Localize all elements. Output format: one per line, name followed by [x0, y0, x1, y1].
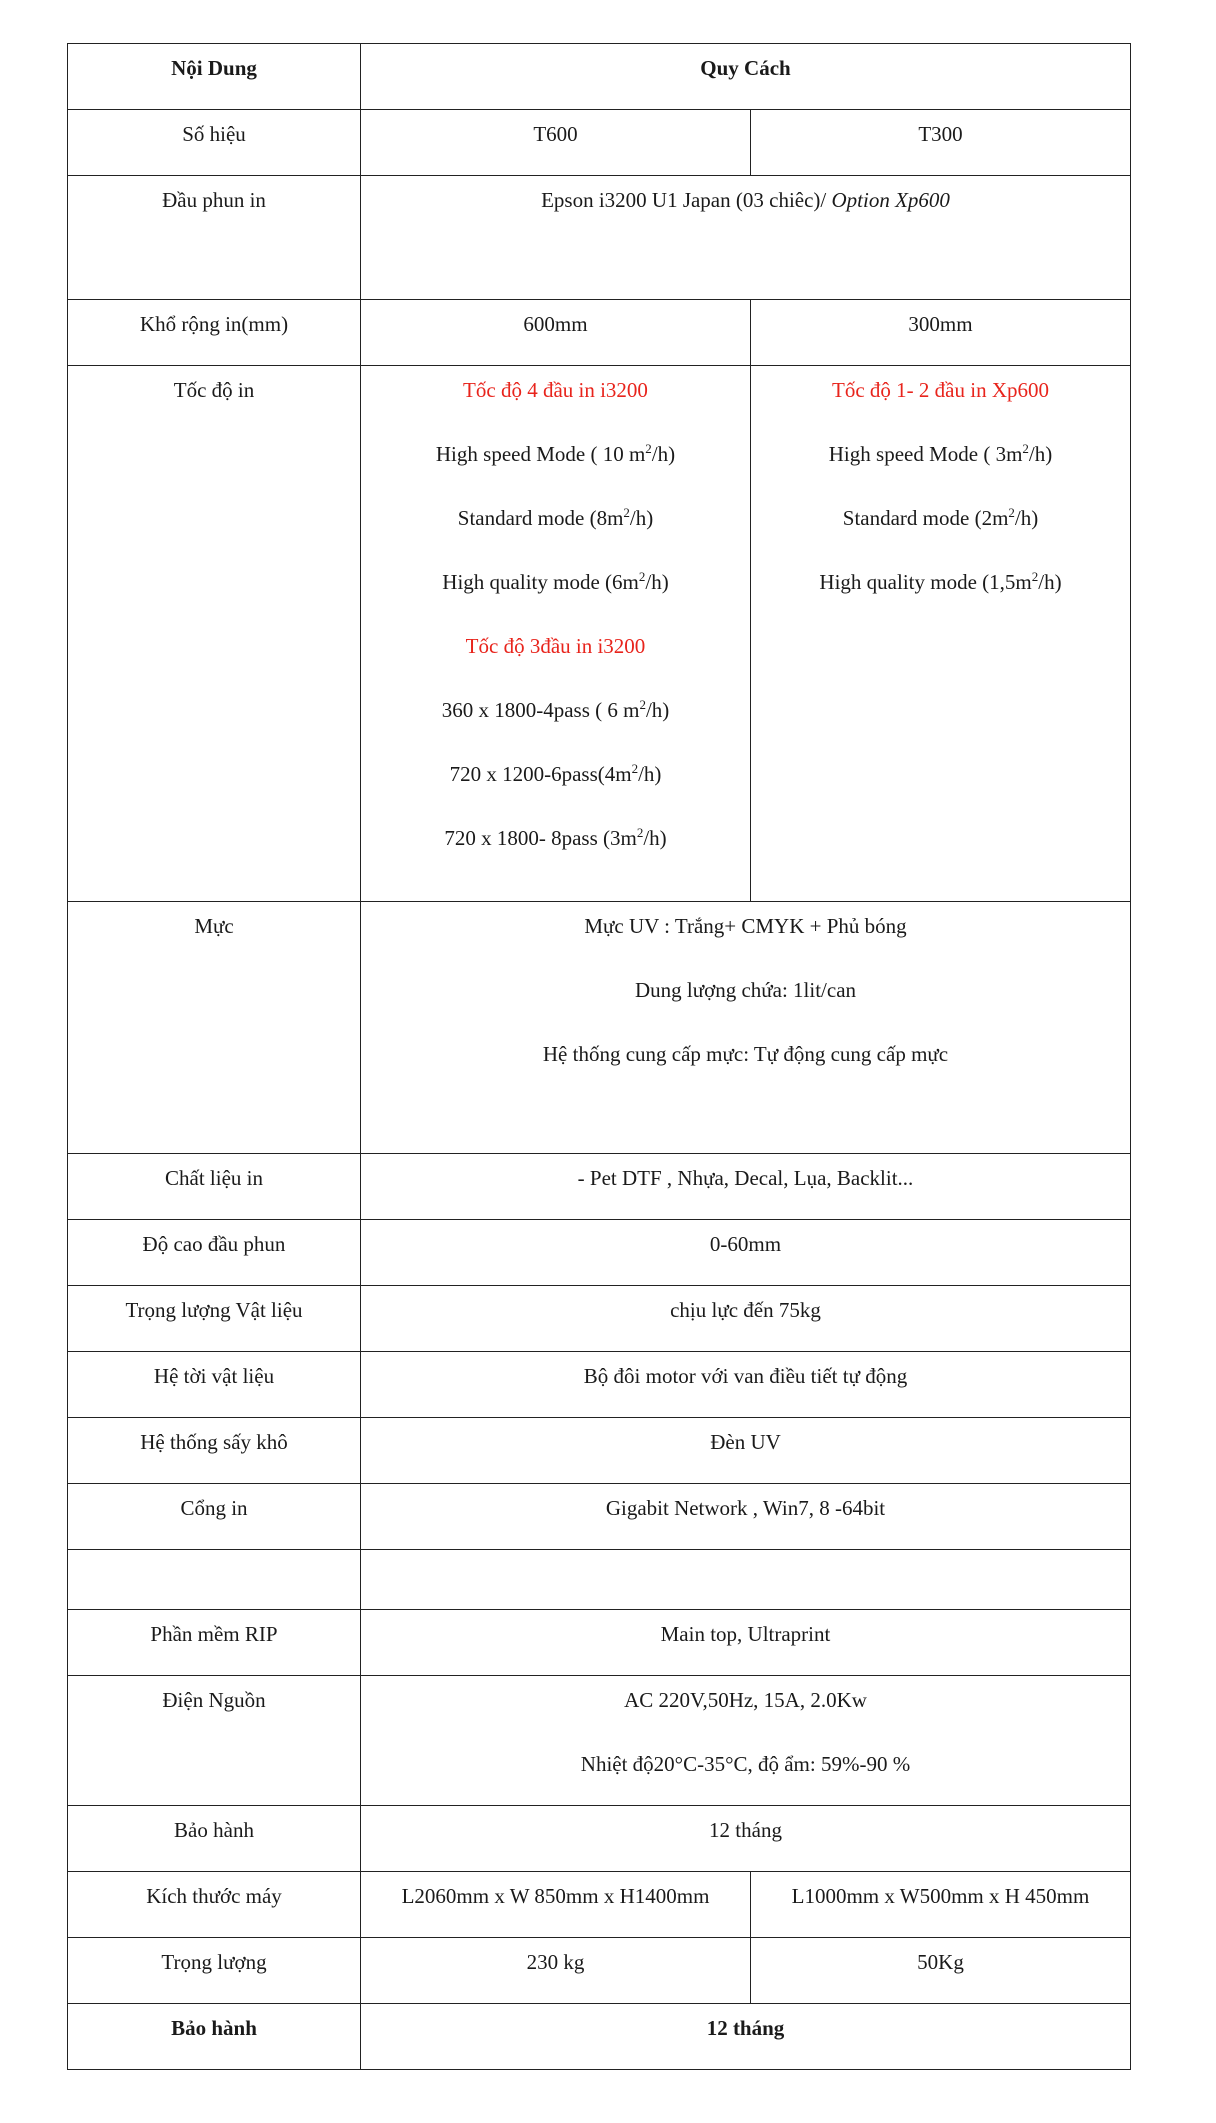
model-label: Số hiệu [68, 110, 361, 176]
model-b: T300 [751, 110, 1131, 176]
speed-b [751, 366, 1131, 902]
row-width [68, 300, 1131, 366]
speed-a-title2: Tốc độ 3đầu in i3200 [465, 634, 646, 658]
header-row [68, 44, 1131, 110]
material-value: - Pet DTF , Nhựa, Decal, Lụa, Backlit... [361, 1154, 1131, 1220]
ink-value [361, 902, 1131, 1154]
dryer-label: Hệ thống sấy khô [68, 1418, 361, 1484]
empty-value [361, 1550, 1131, 1610]
weight-label: Trọng lượng [68, 1938, 361, 2004]
head-value-main: Epson i3200 U1 Japan (03 chiêc)/ [541, 188, 832, 212]
row-material [68, 1154, 1131, 1220]
width-a: 600mm [361, 300, 751, 366]
warranty2-label: Bảo hành [68, 2004, 361, 2070]
rip-value: Main top, Ultraprint [361, 1610, 1131, 1676]
speed-b-title1: Tốc độ 1- 2 đầu in Xp600 [832, 378, 1049, 402]
row-port [68, 1484, 1131, 1550]
port-value: Gigabit Network , Win7, 8 -64bit [361, 1484, 1131, 1550]
row-power [68, 1676, 1131, 1806]
weight-mat-label: Trọng lượng Vật liệu [68, 1286, 361, 1352]
size-b: L1000mm x W500mm x H 450mm [751, 1872, 1131, 1938]
power-value [361, 1676, 1131, 1806]
ink-line2: Dung lượng chứa: 1lit/can [634, 978, 857, 1002]
warranty-value: 12 tháng [361, 1806, 1131, 1872]
speed-a-line4: 360 x 1800-4pass ( 6 $m^2/h$) [441, 697, 670, 722]
header-content: Nội Dung [68, 44, 361, 110]
head-value [361, 176, 1131, 300]
dryer-value: Đèn UV [361, 1418, 1131, 1484]
warranty2-value: 12 tháng [361, 2004, 1131, 2070]
row-warranty-final [68, 2004, 1131, 2070]
speed-a-line3: High quality mode $(6m^2/h)$ [442, 569, 669, 594]
head-option: Option Xp600 [831, 188, 950, 212]
power-label: Điện Nguồn [68, 1676, 361, 1806]
row-model [68, 110, 1131, 176]
row-warranty [68, 1806, 1131, 1872]
speed-label: Tốc độ in [68, 366, 361, 902]
speed-a-title1: Tốc độ 4 đầu in i3200 [463, 378, 648, 402]
port-label: Cổng in [68, 1484, 361, 1550]
row-size [68, 1872, 1131, 1938]
speed-a-line6: 720 x 1800- 8pass $(3m^2/h)$ [444, 825, 667, 850]
material-label: Chất liệu in [68, 1154, 361, 1220]
head-label: Đầu phun in [68, 176, 361, 300]
weight-a: 230 kg [361, 1938, 751, 2004]
speed-b-line1: High speed Mode ( $3m^2/h$) [828, 441, 1053, 466]
size-label: Kích thước máy [68, 1872, 361, 1938]
size-a: L2060mm x W 850mm x H1400mm [361, 1872, 751, 1938]
empty-label [68, 1550, 361, 1610]
row-weight [68, 1938, 1131, 2004]
row-empty [68, 1550, 1131, 1610]
row-speed [68, 366, 1131, 902]
ink-line1: Mực UV : Trắng+ CMYK + Phủ bóng [584, 914, 907, 938]
header-spec: Quy Cách [361, 44, 1131, 110]
weight-mat-value: chịu lực đến 75kg [361, 1286, 1131, 1352]
model-a: T600 [361, 110, 751, 176]
row-height [68, 1220, 1131, 1286]
power-line1: AC 220V,50Hz, 15A, 2.0Kw [624, 1688, 867, 1712]
winder-value: Bộ đôi motor với van điều tiết tự động [361, 1352, 1131, 1418]
warranty-label: Bảo hành [68, 1806, 361, 1872]
speed-b-line3: High quality mode $(1,5m^2/h)$ [819, 569, 1062, 594]
row-head [68, 176, 1131, 300]
speed-a-line5: 720 x $1200-6pass(4m^2/h)$ [449, 761, 662, 786]
row-weight-material [68, 1286, 1131, 1352]
ink-line3: Hệ thống cung cấp mực: Tự động cung cấp mực [542, 1042, 949, 1066]
height-label: Độ cao đầu phun [68, 1220, 361, 1286]
weight-b: 50Kg [751, 1938, 1131, 2004]
ink-label: Mực [68, 902, 361, 1154]
row-rip [68, 1610, 1131, 1676]
speed-b-line2: Standard mode $(2m^2/h)$ [842, 505, 1039, 530]
winder-label: Hệ tời vật liệu [68, 1352, 361, 1418]
speed-a-line2: Standard mode $(8m^2/h)$ [457, 505, 654, 530]
row-dryer [68, 1418, 1131, 1484]
spec-table [67, 43, 1131, 2070]
width-label: Khổ rộng in(mm) [68, 300, 361, 366]
rip-label: Phần mềm RIP [68, 1610, 361, 1676]
width-b: 300mm [751, 300, 1131, 366]
height-value: 0-60mm [361, 1220, 1131, 1286]
speed-a [361, 366, 751, 902]
row-winder [68, 1352, 1131, 1418]
speed-a-line1: High speed Mode ( 10 $m^2/h$) [435, 441, 676, 466]
row-ink [68, 902, 1131, 1154]
power-line2: Nhiệt độ20°C-35°C, độ ẩm: 59%-90 % [580, 1752, 911, 1776]
